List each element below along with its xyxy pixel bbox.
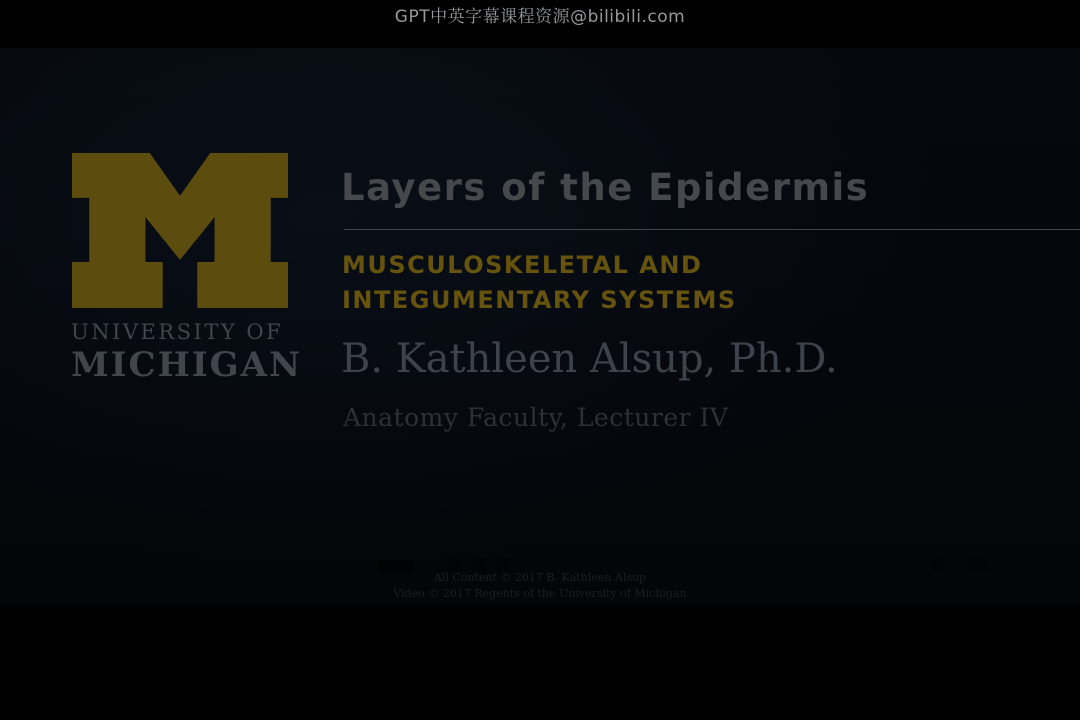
lecture-video-frame	[0, 48, 1080, 605]
university-wordmark-line2: MICHIGAN	[71, 345, 303, 385]
university-wordmark-line1: UNIVERSITY OF	[71, 320, 284, 344]
title-underline	[344, 229, 1080, 230]
slide-title: Layers of the Epidermis	[341, 166, 870, 209]
author-role: Anatomy Faculty, Lecturer IV	[343, 403, 729, 432]
copyright-line2: Video © 2017 Regents of the University of Michigan	[393, 587, 687, 600]
course-name-line2: INTEGUMENTARY SYSTEMS	[342, 286, 737, 314]
copyright-line1: All Content © 2017 B. Kathleen Alsup	[433, 571, 647, 584]
subtitle-source-caption: GPT中英字幕课程资源@bilibili.com	[394, 7, 686, 27]
michigan-block-m-icon	[72, 153, 288, 308]
copyright-footer	[0, 570, 1080, 602]
course-name-line1: MUSCULOSKELETAL AND	[342, 251, 703, 279]
course-name	[342, 248, 737, 318]
block-m-shape	[72, 153, 288, 308]
author-name: B. Kathleen Alsup, Ph.D.	[341, 336, 838, 382]
